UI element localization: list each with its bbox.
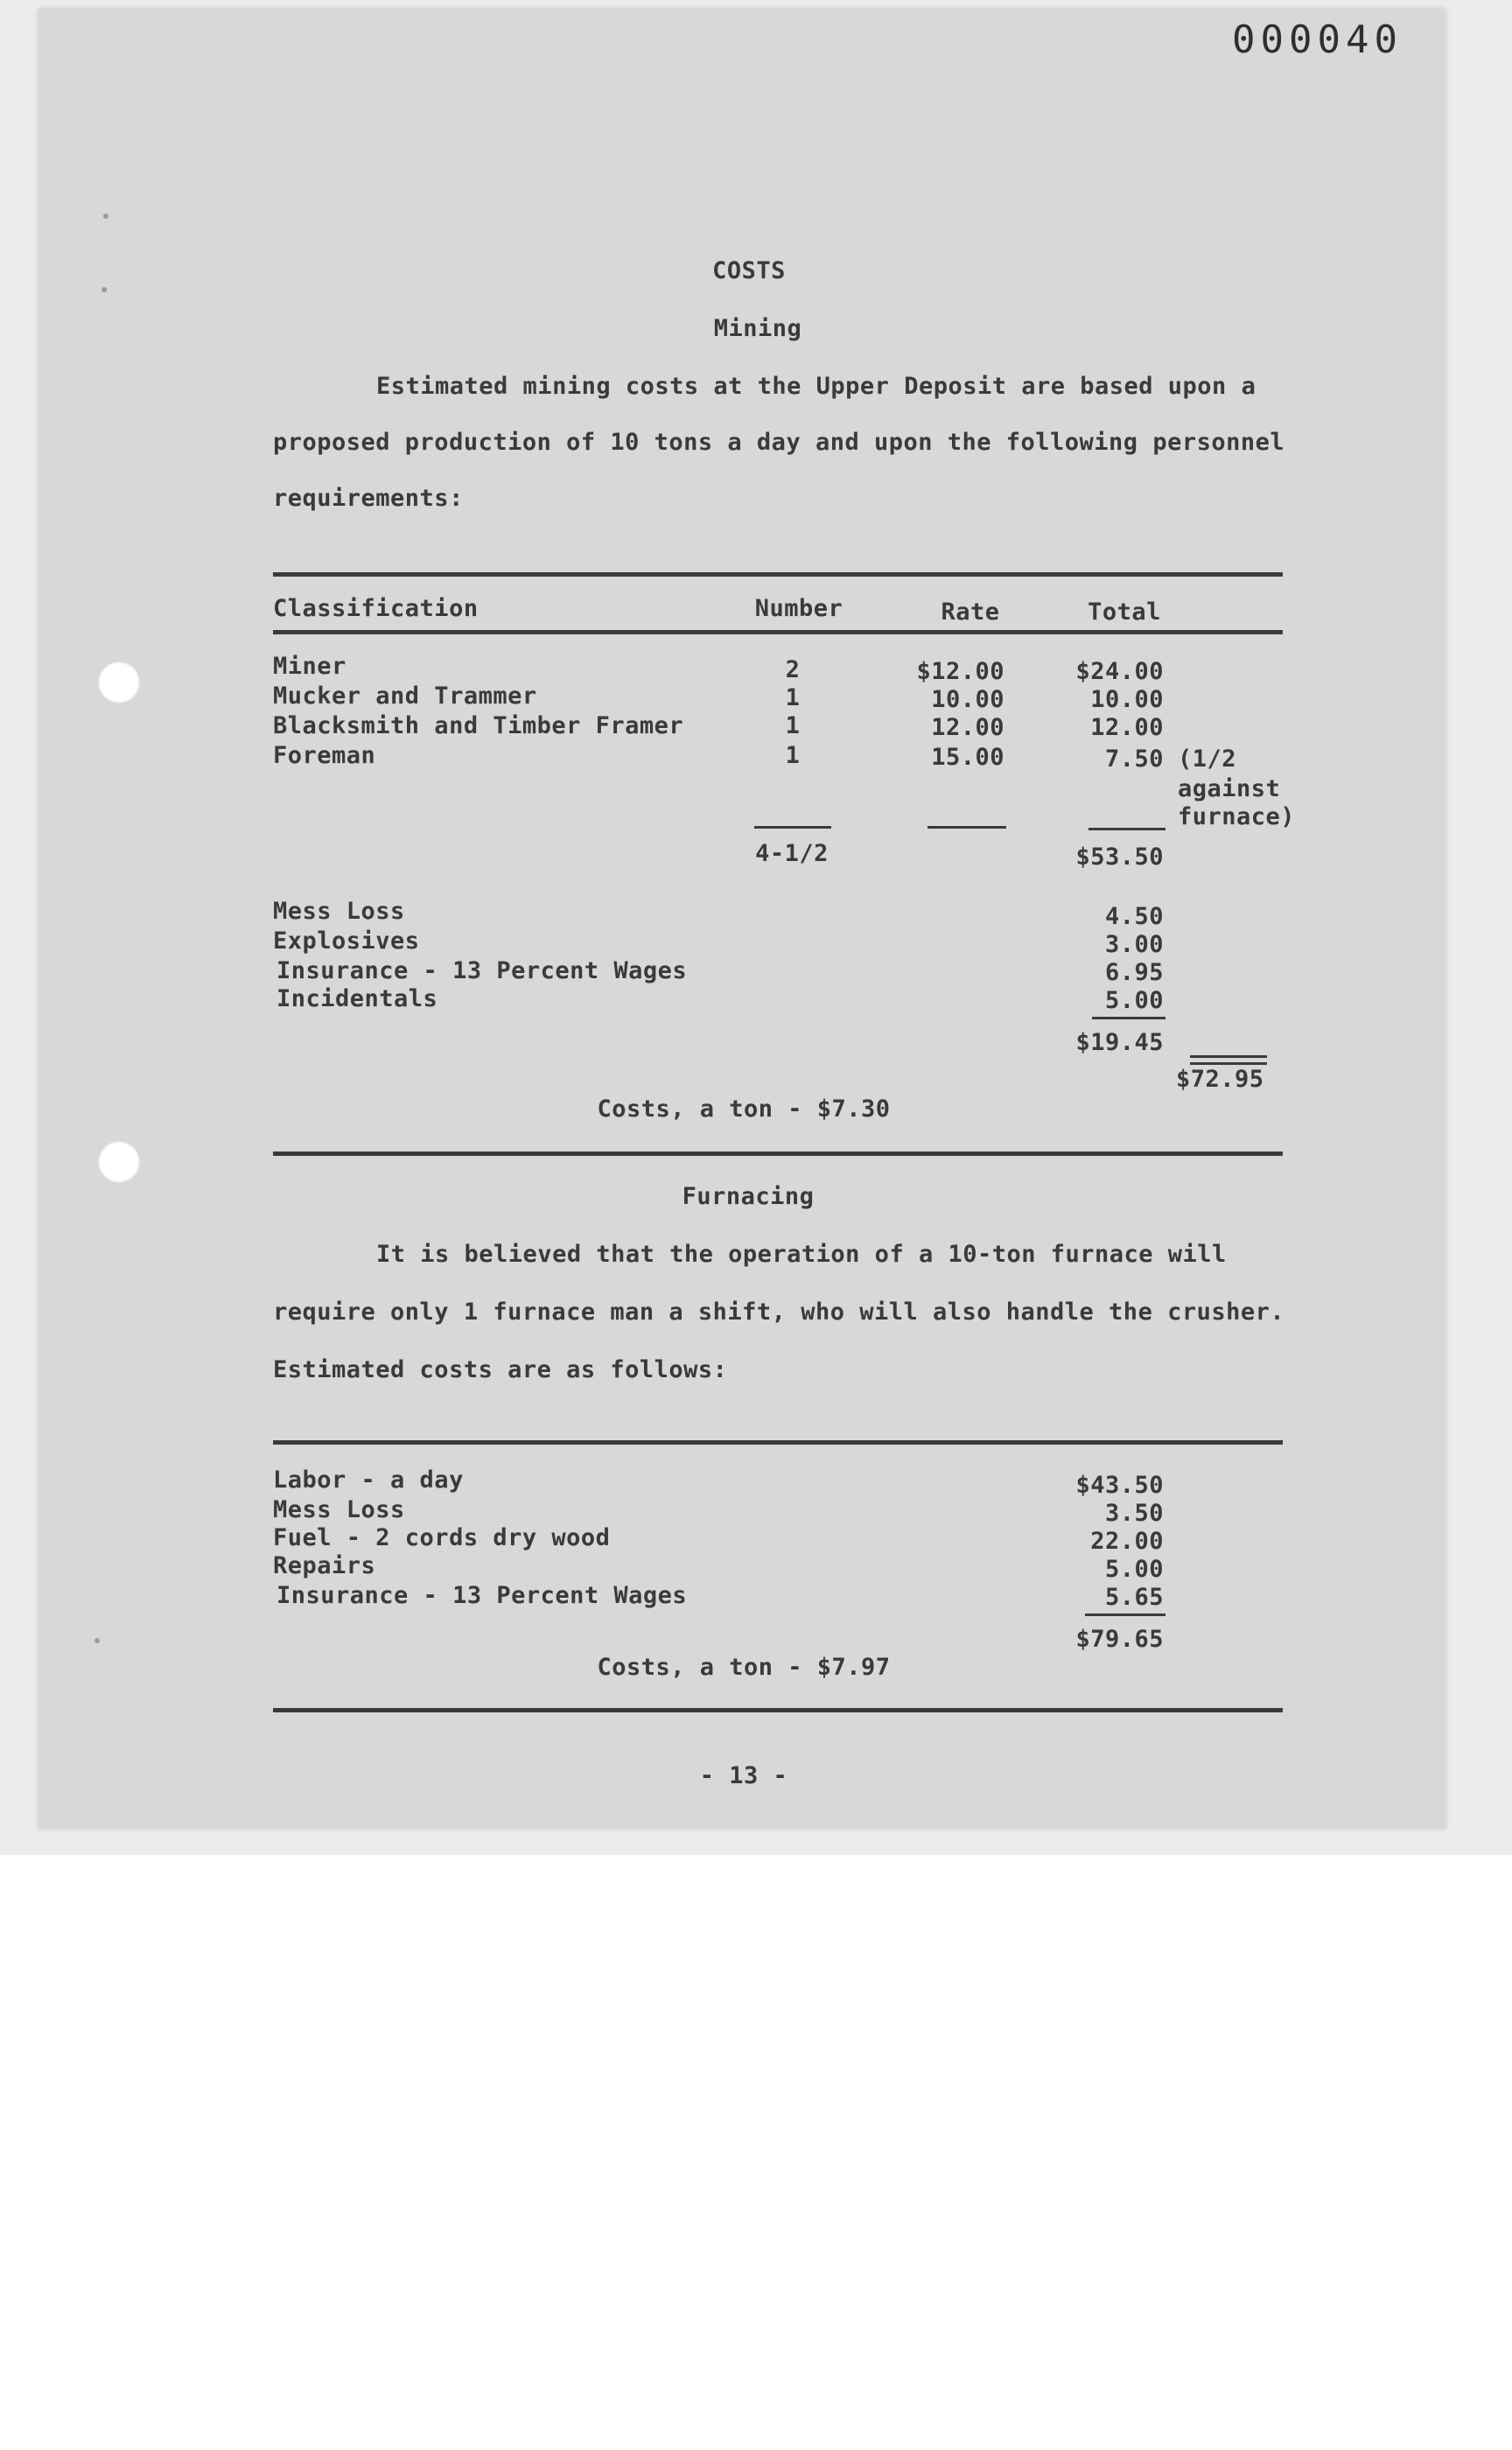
row-number: 1 — [785, 742, 801, 769]
furnacing-item-total: 5.00 — [1104, 1556, 1164, 1583]
scan-speck — [94, 1638, 100, 1643]
furnacing-item-label: Fuel - 2 cords dry wood — [273, 1524, 611, 1551]
other-item-label: Insurance - 13 Percent Wages — [276, 957, 688, 984]
grand-total-rule-2 — [1190, 1062, 1267, 1065]
header-total: Total — [1088, 598, 1161, 626]
header-classification: Classification — [273, 595, 479, 622]
furnacing-item-label: Labor - a day — [273, 1466, 464, 1494]
section-title: COSTS — [712, 257, 786, 284]
rate-sum-rule — [928, 826, 1006, 829]
header-rate: Rate — [941, 598, 1000, 626]
number-sum-rule — [754, 826, 831, 829]
foreman-note-line-3: furnace) — [1178, 803, 1296, 830]
header-number: Number — [754, 595, 844, 622]
row-total: 7.50 — [1104, 746, 1164, 773]
other-item-label: Mess Loss — [273, 898, 405, 925]
table-top-rule — [273, 572, 1283, 577]
other-item-label: Explosives — [273, 928, 420, 955]
other-item-total: 4.50 — [1104, 903, 1164, 930]
row-number: 1 — [785, 712, 801, 739]
row-number: 2 — [785, 656, 801, 683]
row-total: $24.00 — [1075, 658, 1164, 685]
furnacing-sum-rule — [1085, 1614, 1166, 1616]
page-number: - 13 - — [699, 1762, 788, 1789]
mining-intro-line-1: Estimated mining costs at the Upper Deposit are based upon a — [376, 373, 1256, 400]
row-number: 1 — [785, 684, 801, 711]
row-total: 10.00 — [1090, 686, 1164, 713]
grand-total: $72.95 — [1176, 1066, 1264, 1093]
mining-intro-line-2: proposed production of 10 tons a day and upon the following personnel — [273, 429, 1285, 456]
row-total: 12.00 — [1090, 714, 1164, 741]
furnacing-item-label: Mess Loss — [273, 1496, 405, 1523]
row-rate: 10.00 — [931, 686, 1004, 713]
mining-heading: Mining — [713, 315, 802, 342]
furnacing-section-end-rule — [273, 1708, 1283, 1712]
row-classification: Mucker and Trammer — [273, 682, 537, 710]
other-item-total: 5.00 — [1104, 987, 1164, 1014]
header-underline — [273, 630, 1283, 634]
other-item-total: 6.95 — [1104, 959, 1164, 986]
foreman-note-line-2: against — [1178, 775, 1281, 802]
row-classification: Blacksmith and Timber Framer — [273, 712, 684, 739]
row-rate: 15.00 — [931, 744, 1004, 771]
furnacing-item-total: 22.00 — [1090, 1528, 1164, 1555]
furnacing-cost-per-ton: Costs, a ton - $7.97 — [597, 1654, 891, 1681]
furnacing-intro-line-2: require only 1 furnace man a shift, who will also handle the crusher. — [273, 1298, 1285, 1326]
row-rate: $12.00 — [916, 658, 1004, 685]
furnacing-item-total: 3.50 — [1104, 1500, 1164, 1527]
furnacing-heading: Furnacing — [682, 1183, 815, 1210]
labor-total: $53.50 — [1075, 844, 1164, 871]
scan-speck — [103, 214, 108, 219]
furnacing-intro-line-3: Estimated costs are as follows: — [273, 1356, 728, 1383]
other-total: $19.45 — [1075, 1029, 1164, 1056]
total-sum-rule — [1088, 828, 1166, 830]
scan-speck — [102, 287, 107, 292]
furnacing-total: $79.65 — [1075, 1626, 1164, 1653]
furnacing-item-total: $43.50 — [1075, 1472, 1164, 1499]
furnacing-item-total: 5.65 — [1104, 1584, 1164, 1611]
grand-total-rule-1 — [1190, 1055, 1267, 1058]
row-rate: 12.00 — [931, 714, 1004, 741]
other-item-total: 3.00 — [1104, 931, 1164, 958]
mining-section-end-rule — [273, 1152, 1283, 1156]
mining-cost-per-ton: Costs, a ton - $7.30 — [597, 1096, 891, 1123]
row-classification: Foreman — [273, 742, 376, 769]
furnacing-intro-line-1: It is believed that the operation of a 10-ton furnace will — [376, 1241, 1227, 1268]
document-number: 000040 — [1232, 18, 1403, 62]
punch-hole-top — [98, 662, 140, 704]
furnacing-item-label: Repairs — [273, 1552, 376, 1579]
foreman-note-line-1: (1/2 — [1178, 746, 1237, 773]
furnacing-item-label: Insurance - 13 Percent Wages — [276, 1582, 688, 1609]
furnacing-table-top-rule — [273, 1440, 1283, 1445]
mining-intro-line-3: requirements: — [273, 485, 464, 512]
row-classification: Miner — [273, 653, 346, 680]
punch-hole-bottom — [98, 1141, 140, 1183]
number-sum: 4-1/2 — [755, 840, 829, 867]
other-sum-rule — [1092, 1017, 1166, 1019]
other-item-label: Incidentals — [276, 985, 438, 1012]
